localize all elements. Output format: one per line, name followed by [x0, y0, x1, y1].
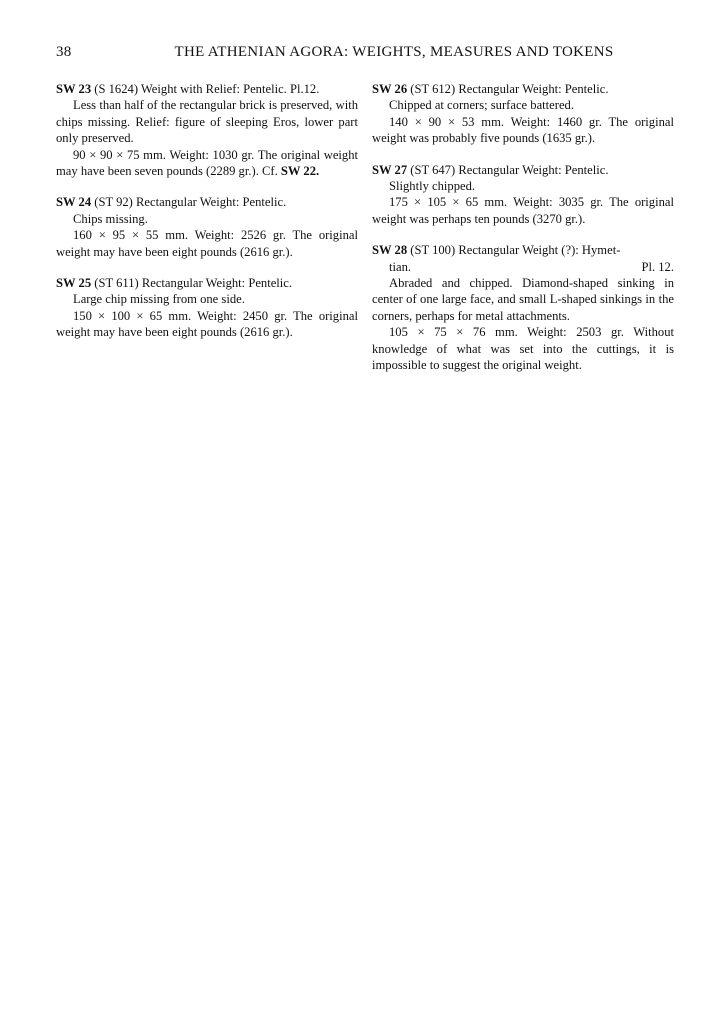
entry-title: (ST 92) Rectangular Weight: Pentelic. — [94, 195, 287, 210]
entry-heading — [56, 194, 358, 210]
entry-condition: Large chip missing from one side. — [73, 292, 245, 307]
entry-description: Less than half of the rectangular brick is preserved, with chips missing. Relief: figure of sleeping Eros, lower part only preserved. — [56, 98, 358, 146]
entry-condition: Chipped at corners; surface battered. — [389, 98, 574, 113]
entry-condition: Slightly chipped. — [389, 179, 476, 194]
entry-measurements: 175 × 105 × 65 mm. Weight: 3035 gr. The original weight was perhaps ten pounds (3270 gr.). — [372, 195, 674, 226]
entry-heading — [372, 242, 674, 258]
entry-number: SW 26 — [372, 82, 408, 96]
running-title: THE ATHENIAN AGORA: WEIGHTS, MEASURES AND TOKENS — [174, 44, 614, 60]
entry-title-continued: tian. — [389, 259, 412, 274]
entry-heading — [56, 81, 358, 97]
page-number: 38 — [56, 44, 72, 60]
entry-measure-text: 90 × 90 × 75 mm. Weight: 1030 gr. The original weight may have been seven pounds (2289 gr.). Cf. — [56, 147, 358, 179]
left-column — [56, 81, 358, 356]
entry-title: (ST 612) Rectangular Weight: Pentelic. — [410, 82, 609, 96]
entry-number: SW 25 — [56, 276, 92, 291]
entry-measurements: 140 × 90 × 53 mm. Weight: 1460 gr. The original weight was probably five pounds (1635 gr.). — [372, 114, 674, 146]
cross-reference: SW 22. — [280, 164, 320, 179]
entry-heading-continuation — [372, 259, 674, 275]
page-header — [56, 44, 676, 68]
catalog-entry-sw-27 — [372, 162, 674, 228]
entry-condition: Chips missing. — [73, 211, 148, 226]
entry-number: SW 24 — [56, 195, 92, 210]
entry-measurements: 105 × 75 × 76 mm. Weight: 2503 gr. Without knowledge of what was set into the cuttings, it is impossible to suggest the original weight. — [372, 325, 674, 373]
catalog-entry-sw-28 — [372, 242, 674, 373]
right-column — [372, 81, 674, 389]
entry-measurements: 150 × 100 × 65 mm. Weight: 2450 gr. The original weight may have been eight pounds (2616 gr.). — [56, 308, 358, 340]
catalog-entry-sw-26 — [372, 81, 674, 147]
entry-measurements: 160 × 95 × 55 mm. Weight: 2526 gr. The original weight may have been eight pounds (2616 gr.). — [56, 228, 358, 259]
entry-title: (ST 100) Rectangular Weight (?): Hymet- — [410, 243, 621, 258]
entry-title: (ST 647) Rectangular Weight: Pentelic. — [410, 162, 609, 177]
entry-number: SW 23 — [56, 82, 92, 96]
entry-number: SW 27 — [372, 162, 408, 177]
entry-title: (ST 611) Rectangular Weight: Pentelic. — [94, 276, 293, 291]
catalog-entry-sw-24 — [56, 194, 358, 260]
entry-description: Abraded and chipped. Diamond-shaped sinking in center of one large face, and small L-shaped sinkings in the corners, perhaps for metal attachments. — [372, 276, 674, 323]
entry-heading — [372, 162, 674, 178]
entry-number: SW 28 — [372, 243, 408, 258]
entry-title: (S 1624) Weight with Relief: Pentelic. Pl.12. — [94, 82, 320, 96]
entry-measurements — [56, 147, 358, 180]
plate-reference: Pl. 12. — [641, 259, 674, 274]
entry-heading — [56, 275, 358, 291]
catalog-entry-sw-23 — [56, 81, 358, 179]
catalog-entry-sw-25 — [56, 275, 358, 341]
entry-heading — [372, 81, 674, 97]
